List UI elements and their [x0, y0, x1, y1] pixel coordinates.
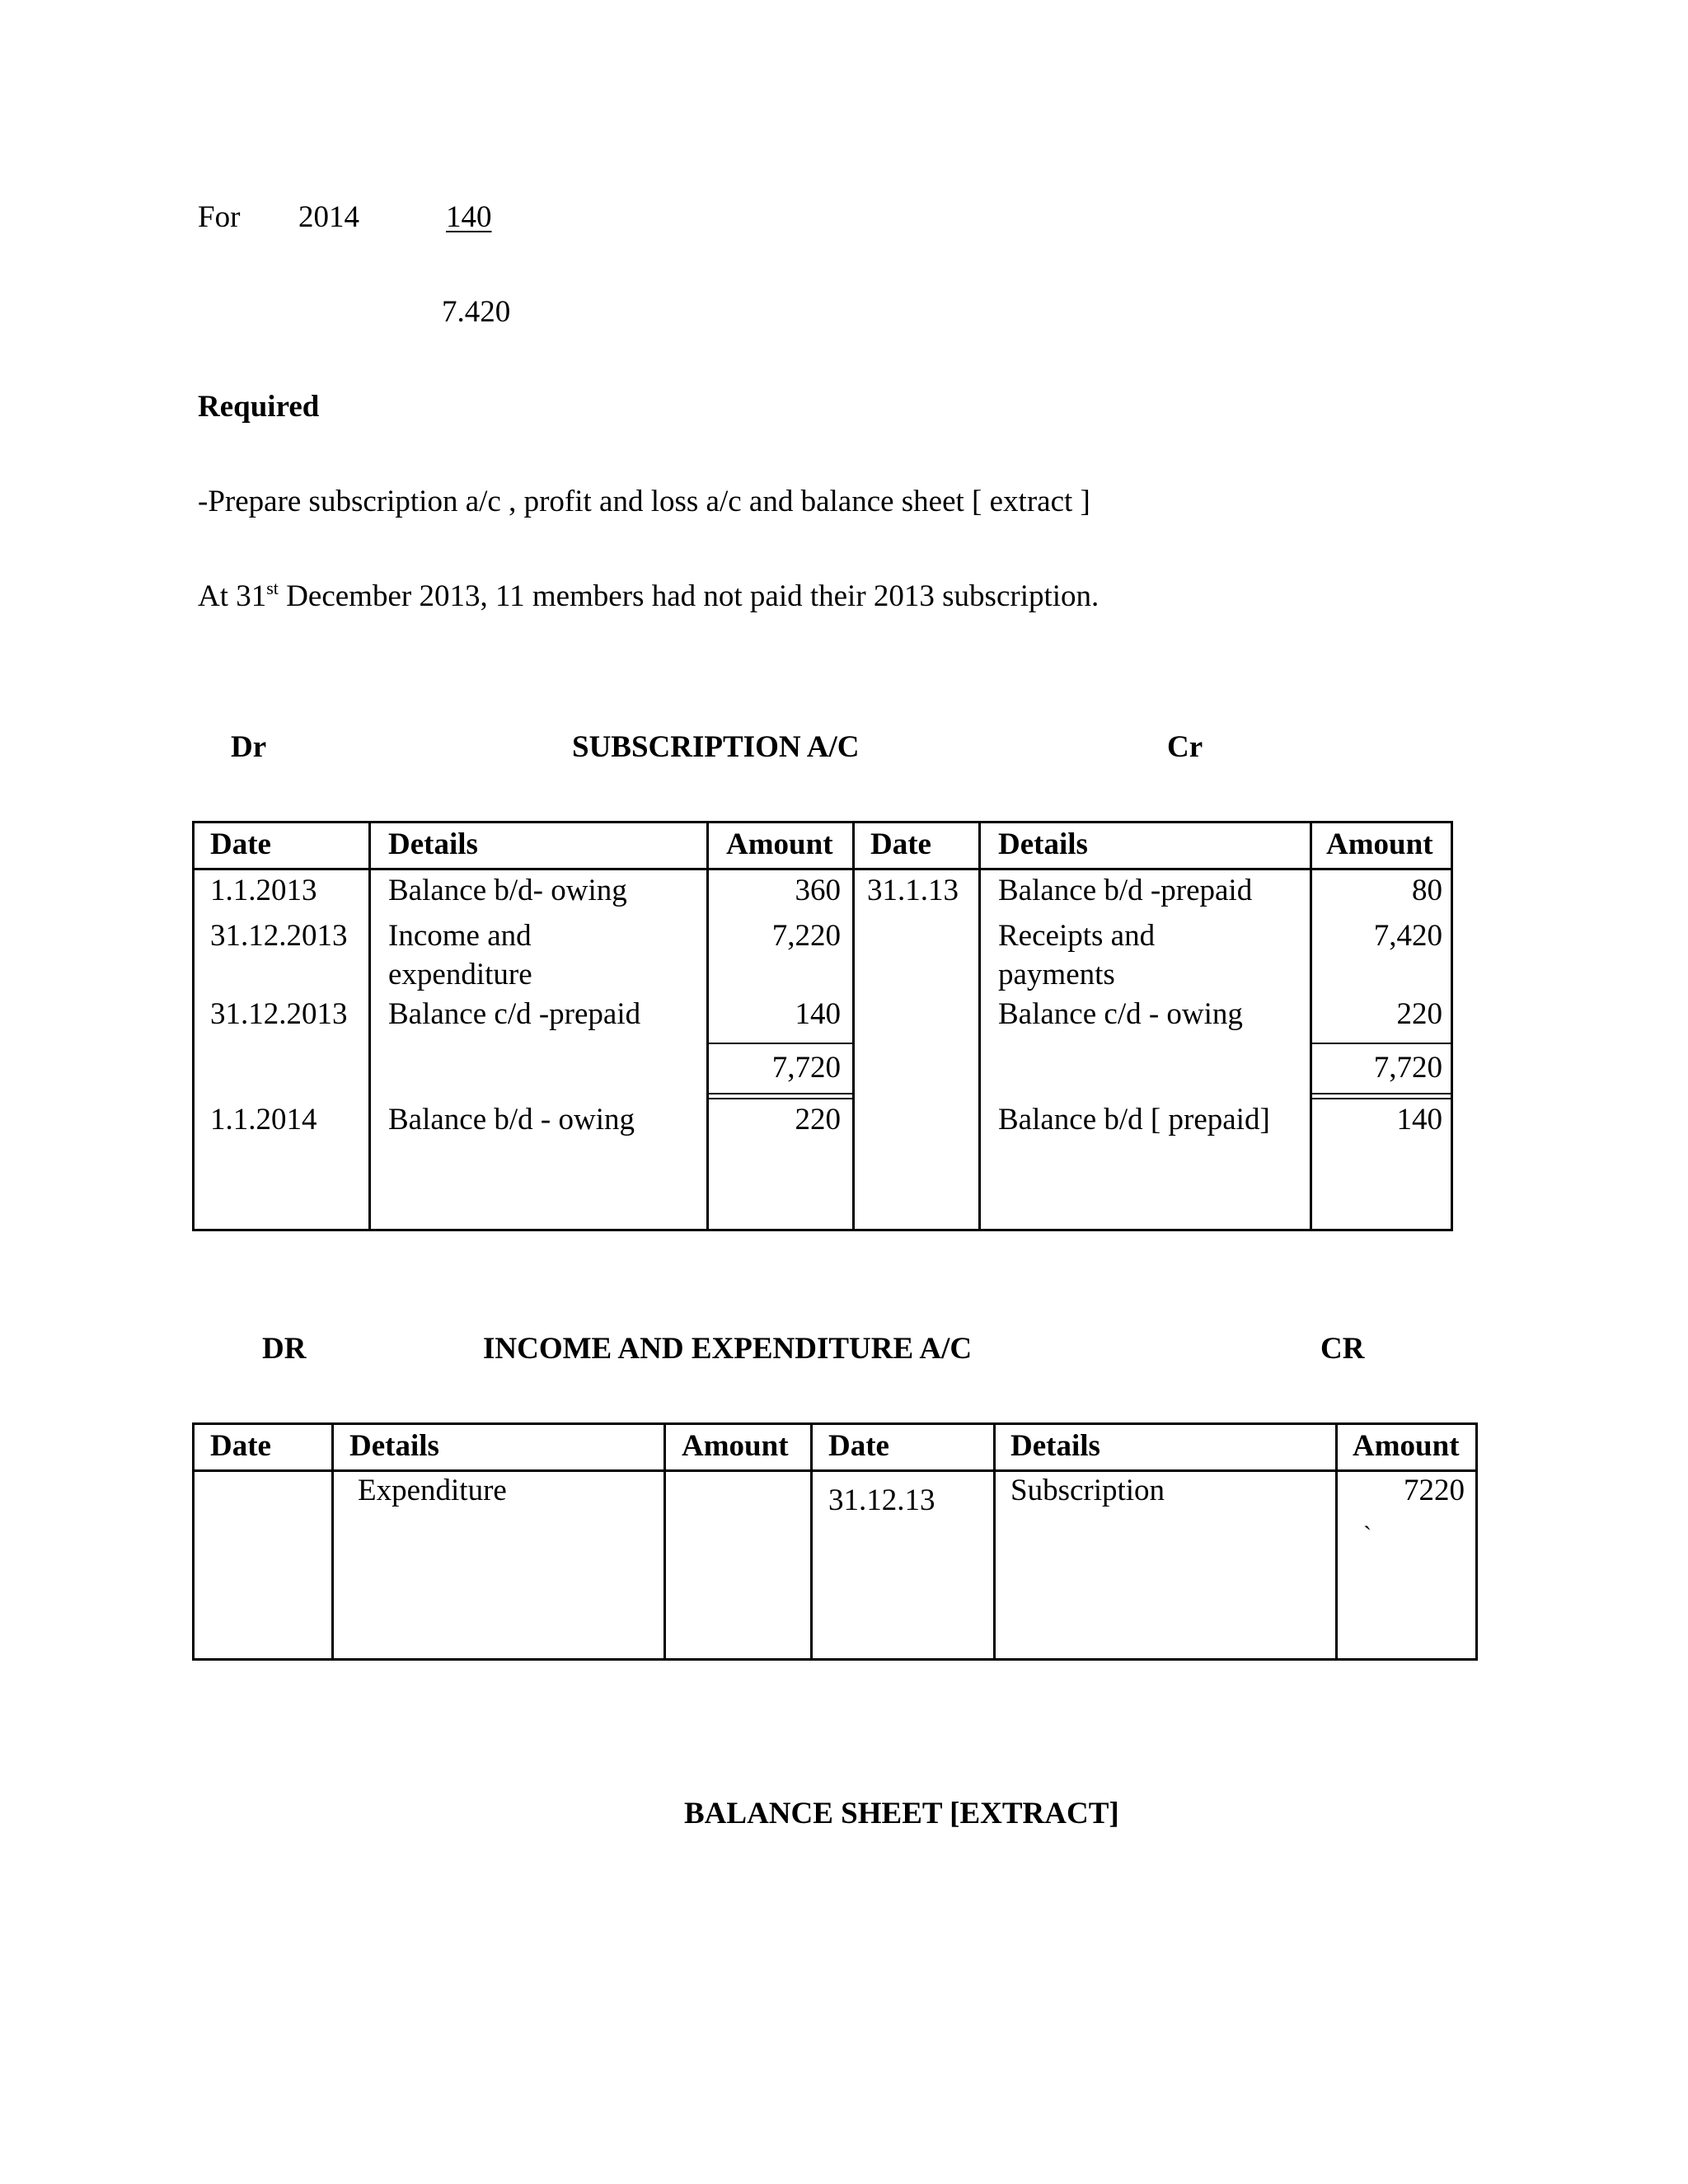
credit-details: Balance c/d - owing: [998, 997, 1243, 1031]
header-details-cr: Details: [1010, 1429, 1100, 1463]
debit-amount: 7,220: [771, 919, 841, 953]
debit-details: Balance c/d -prepaid: [388, 997, 641, 1031]
income-ledger: [192, 1422, 1478, 1661]
credit-date: 31.1.13: [867, 874, 959, 907]
balance-sheet-title: BALANCE SHEET [EXTRACT]: [684, 1797, 1119, 1830]
note-text: At 31st December 2013, 11 members had not paid their 2013 subscription.: [198, 578, 1100, 613]
credit-next-details: Balance b/d [ prepaid]: [998, 1103, 1270, 1137]
credit-amount: 220: [1396, 997, 1442, 1031]
credit-next-amount: 140: [1396, 1103, 1442, 1137]
subscription-title: SUBSCRIPTION A/C: [572, 730, 860, 764]
subscription-cr-label: Cr: [1167, 730, 1203, 764]
subscription-ledger: [192, 821, 1453, 1231]
income-title: INCOME AND EXPENDITURE A/C: [483, 1332, 973, 1366]
header-date-cr: Date: [828, 1429, 889, 1463]
header-amount-cr: Amount: [1326, 827, 1433, 861]
required-heading: Required: [198, 390, 320, 424]
instruction-text: -Prepare subscription a/c , profit and loss a/c and balance sheet [ extract ]: [198, 485, 1090, 518]
debit-details: Income and expenditure: [388, 919, 532, 991]
header-date-cr: Date: [870, 827, 931, 861]
subscription-dr-label: Dr: [231, 730, 267, 764]
expenditure-details: Expenditure: [358, 1474, 507, 1507]
credit-total: 7,720: [1373, 1051, 1442, 1085]
credit-amount: 80: [1412, 874, 1442, 907]
header-amount-dr: Amount: [726, 827, 833, 861]
header-amount-dr: Amount: [682, 1429, 789, 1463]
for-label: For: [198, 200, 241, 234]
debit-date: 31.12.2013: [210, 997, 348, 1031]
debit-next-details: Balance b/d - owing: [388, 1103, 635, 1137]
header-amount-cr: Amount: [1353, 1429, 1460, 1463]
header-date-dr: Date: [210, 1429, 271, 1463]
subscription-amount: 7220: [1404, 1474, 1465, 1507]
header-details-dr: Details: [388, 827, 478, 861]
amount-value: 140: [446, 200, 492, 234]
debit-next-date: 1.1.2014: [210, 1103, 317, 1137]
debit-total: 7,720: [771, 1051, 841, 1085]
credit-details: Receipts and payments: [998, 919, 1156, 991]
year-value: 2014: [298, 200, 359, 234]
income-dr-label: DR: [262, 1332, 307, 1366]
debit-date: 31.12.2013: [210, 919, 348, 953]
debit-date: 1.1.2013: [210, 874, 317, 907]
debit-amount: 360: [795, 874, 841, 907]
subscription-details: Subscription: [1010, 1474, 1165, 1507]
header-details-dr: Details: [349, 1429, 439, 1463]
debit-amount: 140: [795, 997, 841, 1031]
stray-mark: `: [1363, 1521, 1372, 1549]
credit-amount: 7,420: [1373, 919, 1442, 953]
credit-details: Balance b/d -prepaid: [998, 874, 1253, 907]
header-details-cr: Details: [998, 827, 1088, 861]
total-value: 7.420: [442, 295, 511, 329]
debit-next-amount: 220: [795, 1103, 841, 1137]
header-date-dr: Date: [210, 827, 271, 861]
income-cr-label: CR: [1320, 1332, 1365, 1366]
debit-details: Balance b/d- owing: [388, 874, 627, 907]
subscription-date: 31.12.13: [828, 1483, 935, 1517]
